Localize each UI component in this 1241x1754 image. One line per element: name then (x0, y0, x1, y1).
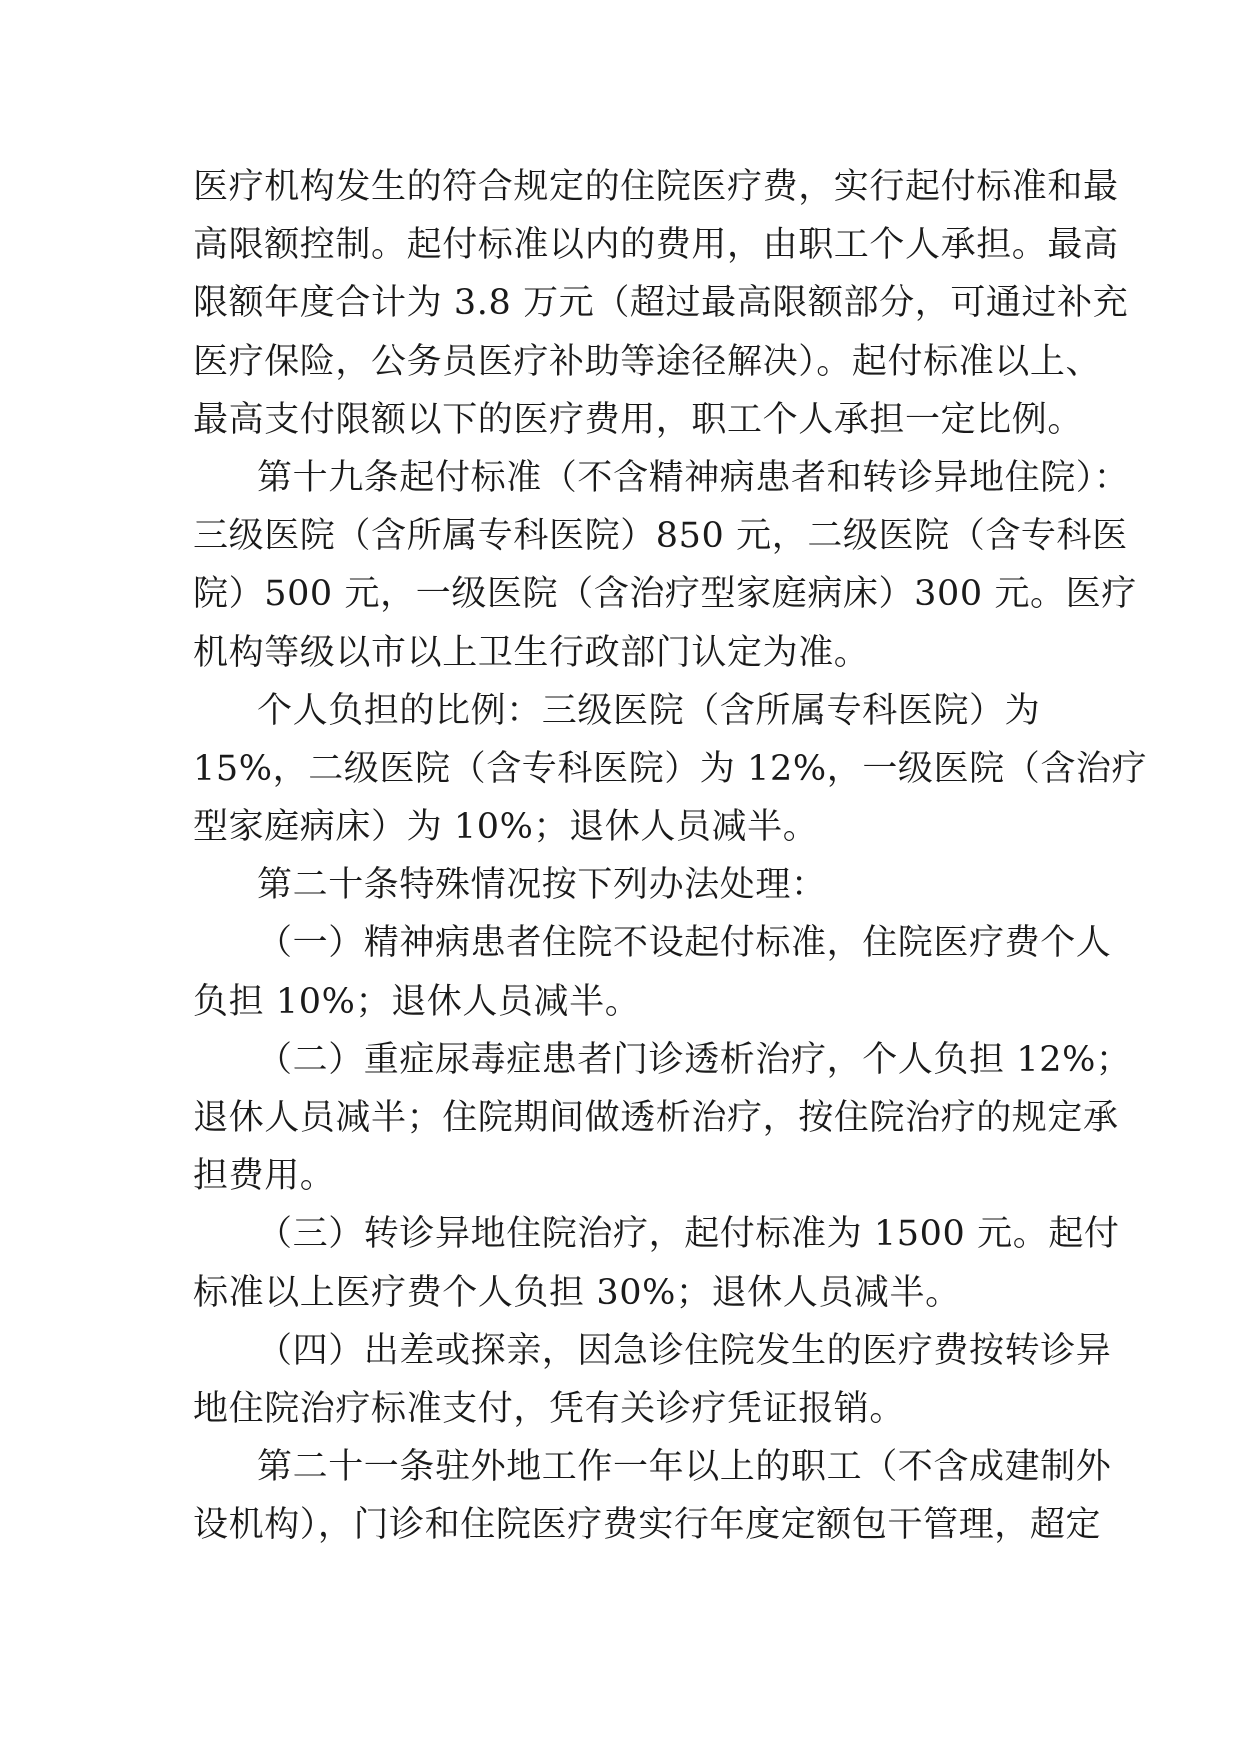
text-line: 型家庭病床）为 10%；退休人员减半。 (193, 807, 819, 848)
text-line: （二）重症尿毒症患者门诊透析治疗，个人负担 12%； (257, 1039, 1132, 1080)
text-line: 个人负担的比例：三级医院（含所属专科医院）为 (257, 690, 1041, 731)
text-line: 担费用。 (193, 1156, 336, 1197)
text-line: 高限额控制。起付标准以内的费用，由职工个人承担。最高 (193, 225, 1119, 266)
text-line: 第十九条起付标准（不含精神病患者和转诊异地住院）： (257, 457, 1130, 498)
text-line: 负担 10%；退休人员减半。 (193, 981, 641, 1022)
text-line: 标准以上医疗费个人负担 30%；退休人员减半。 (193, 1272, 961, 1313)
text-line: （四）出差或探亲，因急诊住院发生的医疗费按转诊异 (257, 1330, 1112, 1371)
text-line: 设机构），门诊和住院医疗费实行年度定额包干管理，超定 (193, 1505, 1102, 1546)
text-line: （三）转诊异地住院治疗，起付标准为 1500 元。起付 (257, 1214, 1120, 1255)
text-line: 限额年度合计为 3.8 万元（超过最高限额部分，可通过补充 (193, 283, 1129, 324)
text-line: 最高支付限额以下的医疗费用，职工个人承担一定比例。 (193, 399, 1084, 440)
text-line: 第二十一条驻外地工作一年以上的职工（不含成建制外 (257, 1447, 1112, 1488)
text-line: （一）精神病患者住院不设起付标准，住院医疗费个人 (257, 923, 1112, 964)
text-line: 15%，二级医院（含专科医院）为 12%，一级医院（含治疗 (193, 748, 1148, 789)
text-line: 机构等级以市以上卫生行政部门认定为准。 (193, 632, 870, 673)
document-body (193, 158, 1148, 1555)
text-line: 地住院治疗标准支付，凭有关诊疗凭证报销。 (193, 1388, 906, 1429)
text-line: 医疗保险，公务员医疗补助等途径解决）。起付标准以上、 (193, 341, 1102, 382)
text-line: 医疗机构发生的符合规定的住院医疗费，实行起付标准和最 (193, 167, 1119, 207)
text-line: 院）500 元，一级医院（含治疗型家庭病床）300 元。医疗 (193, 574, 1137, 615)
text-line: 退休人员减半；住院期间做透析治疗，按住院治疗的规定承 (193, 1098, 1119, 1138)
text-line: 第二十条特殊情况按下列办法处理： (257, 865, 827, 906)
text-line: 三级医院（含所属专科医院）850 元，二级医院（含专科医 (193, 516, 1128, 557)
